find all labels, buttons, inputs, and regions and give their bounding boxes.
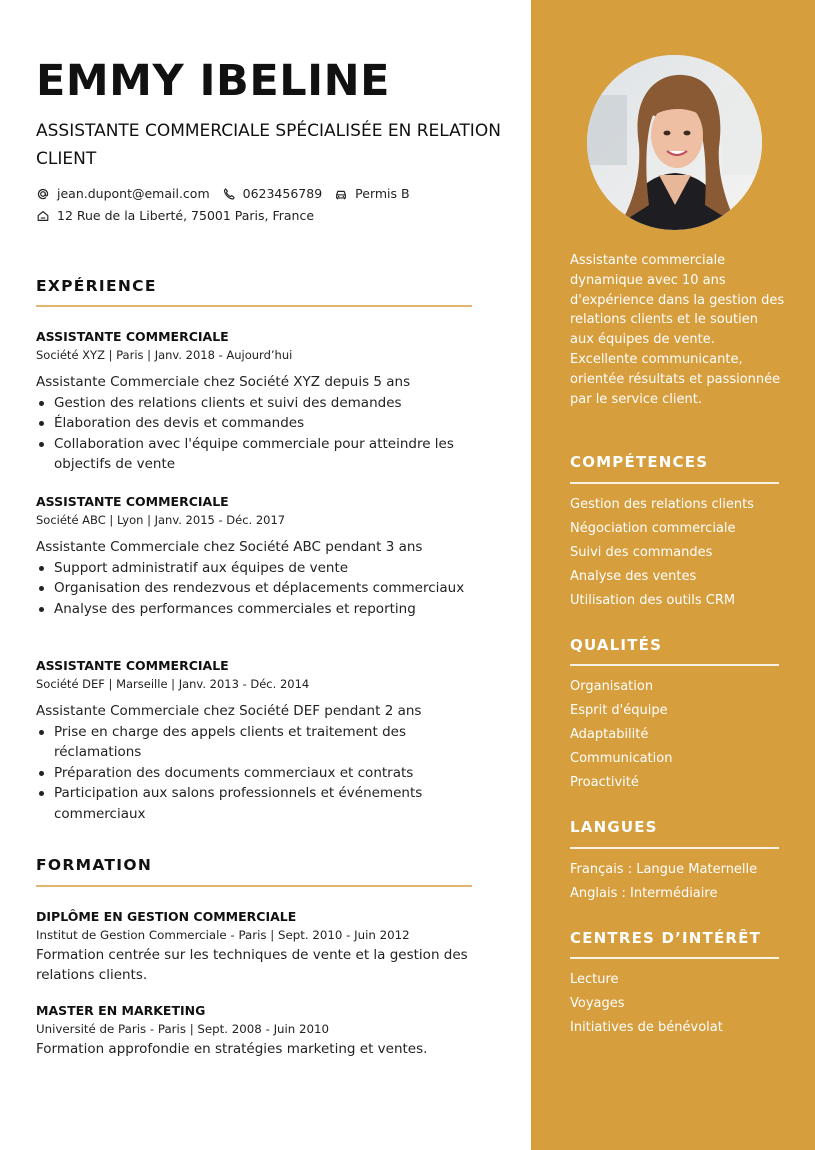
- list-item: Organisation: [570, 679, 654, 694]
- profile-photo: [587, 55, 762, 230]
- list-item: Collaboration avec l'équipe commerciale pour atteindre les objectifs de vente: [36, 434, 476, 475]
- languages-list: [570, 858, 790, 906]
- email-text: jean.dupont@email.com: [57, 186, 210, 201]
- job-title: ASSISTANTE COMMERCIALE: [36, 329, 229, 344]
- job-summary: Assistante Commerciale chez Société DEF pendant 2 ans: [36, 703, 422, 719]
- languages-heading: LANGUES: [570, 818, 658, 836]
- education-desc: Formation approfondie en stratégies marketing et ventes.: [36, 1041, 428, 1057]
- job-entry-3: [36, 657, 476, 824]
- list-item: Préparation des documents commerciaux et contrats: [36, 763, 476, 784]
- contact-row-2: [36, 208, 326, 223]
- list-item: Support administratif aux équipes de vente: [36, 558, 476, 579]
- portrait-image: [587, 55, 762, 230]
- list-item: Lecture: [570, 972, 619, 987]
- job-summary: Assistante Commerciale chez Société XYZ depuis 5 ans: [36, 374, 411, 390]
- list-item: Esprit d'équipe: [570, 703, 668, 718]
- profile-summary: Assistante commerciale dynamique avec 10 ans d'expérience dans la gestion des relations clients et le soutien aux équipes de vente. Excellente communicante, orientée résultats et passionnée par le service client.: [570, 253, 785, 407]
- languages-divider: [570, 847, 779, 849]
- education-divider: [36, 885, 472, 887]
- skills-list: [570, 493, 790, 613]
- list-item: Participation aux salons professionnels et événements commerciaux: [36, 783, 476, 824]
- job-bullets: [36, 558, 476, 620]
- phone-text: 0623456789: [242, 186, 323, 201]
- qualities-heading: QUALITÉS: [570, 636, 663, 654]
- list-item: Organisation des rendezvous et déplacements commerciaux: [36, 578, 476, 599]
- phone-item[interactable]: [222, 186, 323, 201]
- list-item: Voyages: [570, 996, 625, 1011]
- list-item: Gestion des relations clients: [570, 497, 754, 512]
- list-item: Suivi des commandes: [570, 545, 713, 560]
- list-item: Élaboration des devis et commandes: [36, 413, 476, 434]
- job-bullets: [36, 722, 476, 825]
- job-summary: Assistante Commerciale chez Société ABC pendant 3 ans: [36, 539, 423, 555]
- education-meta: Institut de Gestion Commerciale - Paris | Sept. 2010 - Juin 2012: [36, 928, 410, 942]
- candidate-title: ASSISTANTE COMMERCIALE SPÉCIALISÉE EN RELATION CLIENT: [36, 121, 501, 169]
- skills-divider: [570, 482, 779, 484]
- home-icon: [36, 209, 50, 223]
- job-meta: Société DEF | Marseille | Janv. 2013 - Déc. 2014: [36, 677, 310, 691]
- education-title: DIPLÔME EN GESTION COMMERCIALE: [36, 909, 297, 924]
- list-item: Adaptabilité: [570, 727, 649, 742]
- address-text: 12 Rue de la Liberté, 75001 Paris, France: [57, 208, 315, 223]
- skills-heading: COMPÉTENCES: [570, 453, 709, 471]
- education-heading: FORMATION: [36, 856, 153, 874]
- job-title: ASSISTANTE COMMERCIALE: [36, 494, 229, 509]
- job-entry-1: [36, 328, 476, 475]
- education-entry-2: [36, 1002, 476, 1059]
- car-icon: [334, 187, 348, 201]
- interests-heading: CENTRES D’INTÉRÊT: [570, 929, 762, 947]
- education-title: MASTER EN MARKETING: [36, 1003, 206, 1018]
- list-item: Négociation commerciale: [570, 521, 736, 536]
- at-icon: [36, 187, 50, 201]
- list-item: Initiatives de bénévolat: [570, 1020, 723, 1035]
- job-meta: Société ABC | Lyon | Janv. 2015 - Déc. 2017: [36, 513, 286, 527]
- interests-divider: [570, 957, 779, 959]
- interests-list: [570, 968, 790, 1040]
- candidate-name: EMMY IBELINE: [36, 56, 390, 106]
- contact-row-1: [36, 186, 422, 201]
- list-item: Prise en charge des appels clients et traitement des réclamations: [36, 722, 476, 763]
- list-item: Utilisation des outils CRM: [570, 593, 736, 608]
- job-bullets: [36, 393, 476, 475]
- education-meta: Université de Paris - Paris | Sept. 2008 - Juin 2010: [36, 1022, 330, 1036]
- job-title: ASSISTANTE COMMERCIALE: [36, 658, 229, 673]
- list-item: Français : Langue Maternelle: [570, 862, 758, 877]
- list-item: Gestion des relations clients et suivi des demandes: [36, 393, 476, 414]
- license-item: [334, 186, 409, 201]
- license-text: Permis B: [355, 186, 410, 201]
- education-desc: Formation centrée sur les techniques de vente et la gestion des relations clients.: [36, 947, 468, 983]
- job-entry-2: [36, 493, 476, 619]
- list-item: Analyse des ventes: [570, 569, 697, 584]
- experience-heading: EXPÉRIENCE: [36, 277, 157, 295]
- qualities-divider: [570, 664, 779, 666]
- phone-icon: [222, 187, 236, 201]
- list-item: Anglais : Intermédiaire: [570, 886, 718, 901]
- address-item: [36, 208, 314, 223]
- qualities-list: [570, 675, 790, 795]
- email-item[interactable]: [36, 186, 210, 201]
- list-item: Analyse des performances commerciales et reporting: [36, 599, 476, 620]
- list-item: Communication: [570, 751, 673, 766]
- experience-divider: [36, 305, 472, 307]
- list-item: Proactivité: [570, 775, 639, 790]
- job-meta: Société XYZ | Paris | Janv. 2018 - Aujourd’hui: [36, 348, 293, 362]
- education-entry-1: [36, 908, 476, 985]
